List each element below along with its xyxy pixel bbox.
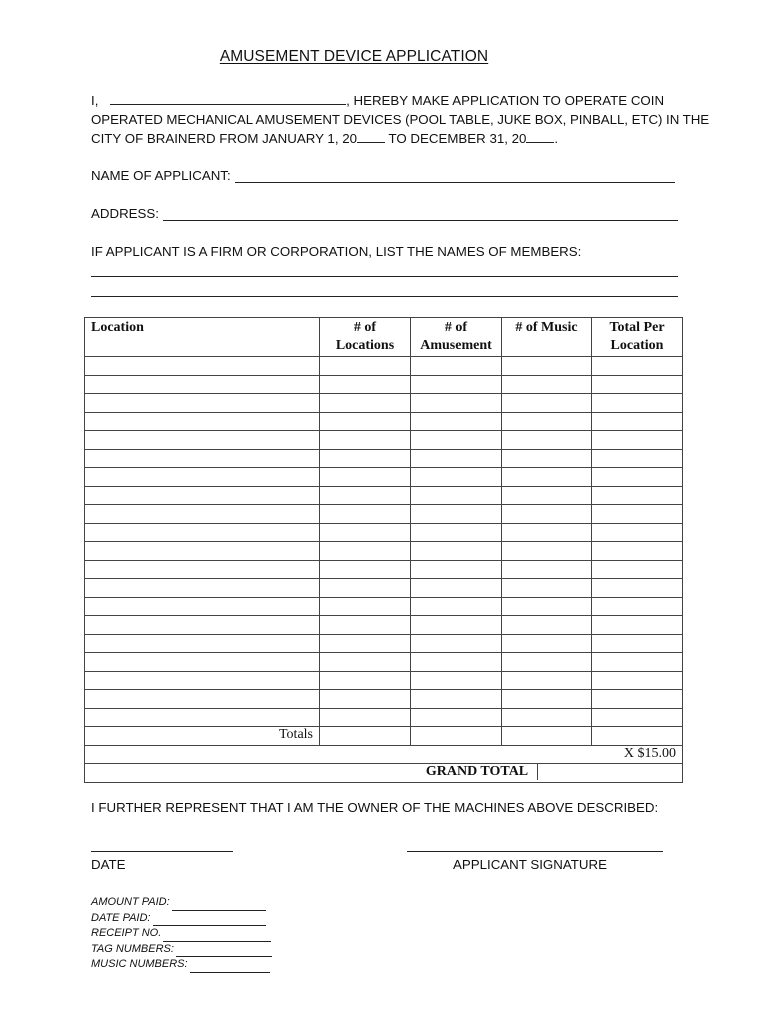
location-table [84, 317, 683, 783]
locations-count-cell[interactable] [320, 542, 411, 561]
total-cell[interactable] [592, 616, 683, 635]
music-numbers-field[interactable] [190, 962, 270, 973]
location-cell[interactable] [85, 634, 320, 653]
total-cell[interactable] [592, 597, 683, 616]
locations-count-cell[interactable] [320, 560, 411, 579]
locations-count-cell[interactable] [320, 394, 411, 413]
address-label: ADDRESS: [91, 206, 159, 221]
table-row [85, 375, 683, 394]
table-row [85, 616, 683, 635]
page-title-text: AMUSEMENT DEVICE APPLICATION [219, 48, 489, 65]
location-cell[interactable] [85, 486, 320, 505]
total-cell[interactable] [592, 357, 683, 376]
header-music: # of Music [502, 318, 592, 357]
music-count-cell[interactable] [502, 579, 592, 598]
fee-row [85, 745, 683, 764]
date-paid-row [91, 911, 272, 927]
table-row [85, 560, 683, 579]
total-cell[interactable] [592, 394, 683, 413]
total-cell[interactable] [592, 431, 683, 450]
intro-paragraph [91, 91, 710, 149]
location-cell[interactable] [85, 671, 320, 690]
header-locations: # of Locations [320, 318, 411, 357]
location-cell[interactable] [85, 579, 320, 598]
address-row [91, 206, 678, 221]
totals-label: Totals [85, 727, 320, 746]
applicant-signature-label: APPLICANT SIGNATURE [453, 857, 607, 872]
music-count-cell[interactable] [502, 468, 592, 487]
locations-count-cell[interactable] [320, 449, 411, 468]
locations-count-cell[interactable] [320, 690, 411, 709]
grand-total-row [85, 764, 683, 783]
music-count-cell[interactable] [502, 375, 592, 394]
table-row [85, 690, 683, 709]
location-cell[interactable] [85, 412, 320, 431]
table-row [85, 579, 683, 598]
members-line-1[interactable] [91, 276, 678, 277]
amusement-count-cell[interactable] [411, 597, 502, 616]
table-header-row [85, 318, 683, 357]
intro-line-1 [91, 91, 679, 111]
location-cell[interactable] [85, 560, 320, 579]
date-paid-field[interactable] [153, 915, 266, 926]
applicant-name-field[interactable] [235, 169, 675, 183]
table-row [85, 653, 683, 672]
amusement-count-cell[interactable] [411, 690, 502, 709]
amount-paid-field[interactable] [172, 900, 266, 911]
office-use-block [91, 895, 272, 973]
table-row [85, 357, 683, 376]
location-cell[interactable] [85, 542, 320, 561]
music-count-cell[interactable] [502, 523, 592, 542]
locations-count-cell[interactable] [320, 708, 411, 727]
header-amusement: # of Amusement [411, 318, 502, 357]
music-count-cell[interactable] [502, 505, 592, 524]
totals-row [85, 727, 683, 746]
intro-i: I, [91, 93, 99, 108]
header-location: Location [85, 318, 320, 357]
table-row [85, 431, 683, 450]
members-label: IF APPLICANT IS A FIRM OR CORPORATION, LIST THE NAMES OF MEMBERS: [91, 244, 582, 259]
location-cell[interactable] [85, 597, 320, 616]
date-paid-label: DATE PAID: [91, 911, 151, 924]
table-row [85, 542, 683, 561]
tag-numbers-label: TAG NUMBERS: [91, 942, 174, 955]
music-count-cell[interactable] [502, 542, 592, 561]
receipt-no-row [91, 926, 272, 942]
locations-count-cell[interactable] [320, 579, 411, 598]
intro-line-3 [91, 129, 679, 149]
table-row [85, 394, 683, 413]
music-count-cell[interactable] [502, 412, 592, 431]
total-cell[interactable] [592, 505, 683, 524]
totals-amusement-cell[interactable] [411, 727, 502, 746]
intro-line-2: OPERATED MECHANICAL AMUSEMENT DEVICES (POOL TABLE, JUKE BOX, PINBALL, ETC) IN THE [91, 111, 710, 127]
total-cell[interactable] [592, 486, 683, 505]
header-total-per-location: Total Per Location [592, 318, 683, 357]
music-count-cell[interactable] [502, 431, 592, 450]
locations-count-cell[interactable] [320, 375, 411, 394]
locations-count-cell[interactable] [320, 653, 411, 672]
amusement-count-cell[interactable] [411, 579, 502, 598]
location-cell[interactable] [85, 394, 320, 413]
grand-total-field[interactable] [537, 764, 682, 780]
members-line-2[interactable] [91, 296, 678, 297]
locations-count-cell[interactable] [320, 671, 411, 690]
applicant-signature-line[interactable] [407, 851, 663, 852]
amusement-count-cell[interactable] [411, 523, 502, 542]
total-cell[interactable] [592, 375, 683, 394]
amusement-count-cell[interactable] [411, 708, 502, 727]
location-cell[interactable] [85, 468, 320, 487]
intro-line1-end: , HEREBY MAKE APPLICATION TO OPERATE COIN [346, 93, 665, 108]
tag-numbers-row [91, 942, 272, 958]
music-count-cell[interactable] [502, 653, 592, 672]
music-numbers-row [91, 957, 272, 973]
music-count-cell[interactable] [502, 394, 592, 413]
total-cell[interactable] [592, 542, 683, 561]
amusement-count-cell[interactable] [411, 468, 502, 487]
applicant-name-row [91, 168, 675, 183]
location-cell[interactable] [85, 505, 320, 524]
locations-count-cell[interactable] [320, 616, 411, 635]
table-row [85, 708, 683, 727]
amusement-count-cell[interactable] [411, 542, 502, 561]
locations-count-cell[interactable] [320, 597, 411, 616]
amusement-count-cell[interactable] [411, 431, 502, 450]
music-count-cell[interactable] [502, 560, 592, 579]
table-row [85, 597, 683, 616]
locations-count-cell[interactable] [320, 357, 411, 376]
amount-paid-label: AMOUNT PAID: [91, 896, 170, 908]
music-count-cell[interactable] [502, 357, 592, 376]
owner-declaration: I FURTHER REPRESENT THAT I AM THE OWNER OF THE MACHINES ABOVE DESCRIBED: [91, 800, 659, 815]
location-cell[interactable] [85, 653, 320, 672]
members-row [91, 244, 581, 259]
total-cell[interactable] [592, 468, 683, 487]
locations-count-cell[interactable] [320, 634, 411, 653]
total-cell[interactable] [592, 634, 683, 653]
location-cell[interactable] [85, 375, 320, 394]
music-count-cell[interactable] [502, 708, 592, 727]
date-signature-line[interactable] [91, 851, 233, 852]
applicant-name-label: NAME OF APPLICANT: [91, 168, 231, 183]
music-count-cell[interactable] [502, 671, 592, 690]
start-year-field[interactable] [357, 129, 385, 143]
music-count-cell[interactable] [502, 486, 592, 505]
table-row [85, 468, 683, 487]
total-cell[interactable] [592, 690, 683, 709]
total-cell[interactable] [592, 708, 683, 727]
amusement-count-cell[interactable] [411, 375, 502, 394]
total-cell[interactable] [592, 449, 683, 468]
amusement-count-cell[interactable] [411, 412, 502, 431]
location-cell[interactable] [85, 357, 320, 376]
receipt-no-field[interactable] [163, 931, 271, 942]
total-cell[interactable] [592, 412, 683, 431]
grand-total-label: GRAND TOTAL [425, 764, 529, 779]
music-count-cell[interactable] [502, 634, 592, 653]
table-row [85, 505, 683, 524]
page-title [0, 48, 708, 66]
table-row [85, 412, 683, 431]
table-row [85, 449, 683, 468]
amusement-count-cell[interactable] [411, 653, 502, 672]
music-count-cell[interactable] [502, 616, 592, 635]
amusement-count-cell[interactable] [411, 486, 502, 505]
location-cell[interactable] [85, 449, 320, 468]
music-count-cell[interactable] [502, 597, 592, 616]
music-count-cell[interactable] [502, 690, 592, 709]
amusement-count-cell[interactable] [411, 560, 502, 579]
amusement-count-cell[interactable] [411, 394, 502, 413]
locations-count-cell[interactable] [320, 486, 411, 505]
total-cell[interactable] [592, 671, 683, 690]
table-row [85, 486, 683, 505]
amusement-count-cell[interactable] [411, 634, 502, 653]
total-cell[interactable] [592, 579, 683, 598]
address-field[interactable] [163, 207, 678, 221]
intro-line3-start: CITY OF BRAINERD FROM JANUARY 1, 20 [91, 131, 357, 147]
amount-paid-row [91, 895, 272, 911]
location-cell[interactable] [85, 690, 320, 709]
locations-count-cell[interactable] [320, 468, 411, 487]
locations-count-cell[interactable] [320, 431, 411, 450]
music-numbers-label: MUSIC NUMBERS: [91, 958, 188, 971]
totals-total-cell[interactable] [592, 727, 683, 746]
table-row [85, 671, 683, 690]
locations-count-cell[interactable] [320, 523, 411, 542]
intro-line3-mid: TO DECEMBER 31, 20 [388, 131, 527, 147]
amusement-count-cell[interactable] [411, 357, 502, 376]
amusement-count-cell[interactable] [411, 671, 502, 690]
totals-locations-cell[interactable] [320, 727, 411, 746]
total-cell[interactable] [592, 560, 683, 579]
date-label: DATE [91, 857, 126, 872]
locations-count-cell[interactable] [320, 505, 411, 524]
amusement-count-cell[interactable] [411, 449, 502, 468]
receipt-no-label: RECEIPT NO. [91, 927, 162, 940]
tag-numbers-field[interactable] [176, 946, 272, 957]
fee-multiplier: X $15.00 [85, 745, 683, 764]
amusement-count-cell[interactable] [411, 616, 502, 635]
locations-count-cell[interactable] [320, 412, 411, 431]
amusement-count-cell[interactable] [411, 505, 502, 524]
end-year-field[interactable] [526, 129, 554, 143]
operator-name-field[interactable] [110, 91, 346, 105]
table-row [85, 634, 683, 653]
total-cell[interactable] [592, 653, 683, 672]
location-cell[interactable] [85, 616, 320, 635]
music-count-cell[interactable] [502, 449, 592, 468]
total-cell[interactable] [592, 523, 683, 542]
location-cell[interactable] [85, 431, 320, 450]
intro-line3-end: . [554, 131, 559, 147]
table-row [85, 523, 683, 542]
location-cell[interactable] [85, 523, 320, 542]
location-cell[interactable] [85, 708, 320, 727]
totals-music-cell[interactable] [502, 727, 592, 746]
